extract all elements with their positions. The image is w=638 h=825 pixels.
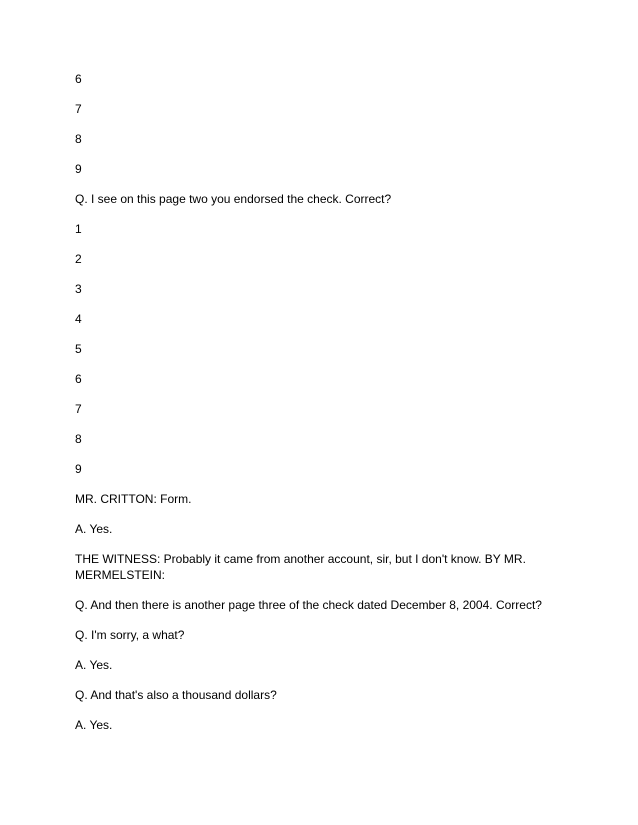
question-line: Q. I see on this page two you endorsed the check. Correct? — [75, 192, 392, 206]
line-number: 5 — [75, 342, 82, 356]
speaker-line: MR. CRITTON: Form. — [75, 492, 192, 506]
line-number: 6 — [75, 372, 82, 386]
question-line: Q. And that's also a thousand dollars? — [75, 688, 277, 702]
line-number: 3 — [75, 282, 82, 296]
line-number: 6 — [75, 72, 82, 86]
line-number: 9 — [75, 462, 82, 476]
line-number: 7 — [75, 102, 82, 116]
line-number: 1 — [75, 222, 82, 236]
line-number: 4 — [75, 312, 82, 326]
line-number: 9 — [75, 162, 82, 176]
answer-line: A. Yes. — [75, 522, 113, 536]
transcript-body — [75, 71, 555, 747]
line-number: 7 — [75, 402, 82, 416]
line-number: 8 — [75, 132, 82, 146]
question-line: Q. And then there is another page three of the check dated December 8, 2004. Correct? — [75, 598, 542, 612]
answer-line: A. Yes. — [75, 658, 113, 672]
question-line: Q. I'm sorry, a what? — [75, 628, 185, 642]
witness-line: THE WITNESS: Probably it came from another account, sir, but I don't know. BY MR. MERMELSTEIN: — [75, 552, 526, 582]
line-number: 2 — [75, 252, 82, 266]
line-number: 8 — [75, 432, 82, 446]
answer-line: A. Yes. — [75, 718, 113, 732]
